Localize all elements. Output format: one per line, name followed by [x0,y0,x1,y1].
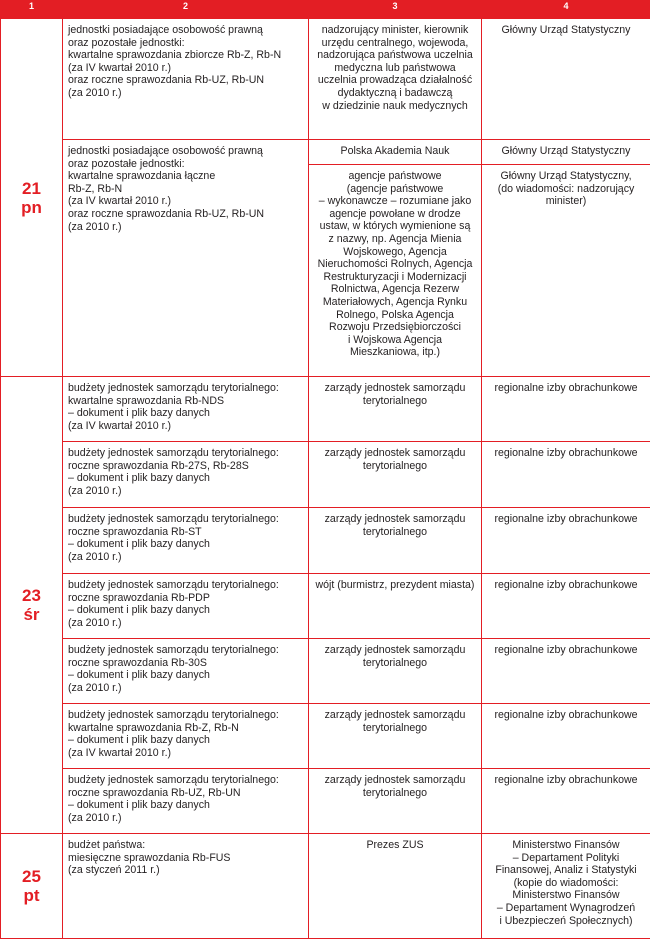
submitter-cell: zarządy jednostek samorządu terytorialnego [309,704,482,769]
submitter-cell: nadzorujący minister, kierownik urzędu centralnego, wojewoda, nadzorująca państwowa uczelnia medyczna lub państwowa uczelnia prowadząca działalność dydaktyczną i badawczą w dziedzinie nauk medycznych [309,19,482,140]
recipient-cell: regionalne izby obrachunkowe [482,769,650,834]
day-cell [1,377,63,834]
report-cell: budżety jednostek samorządu terytorialnego: kwartalne sprawozdania Rb-NDS – dokument i plik bazy danych (za IV kwartał 2010 r.) [63,377,309,442]
submitter-cell: Polska Akademia Nauk [309,140,482,165]
day-cell [1,19,63,377]
day-name: pn [21,198,42,217]
report-cell: budżety jednostek samorządu terytorialnego: roczne sprawozdania Rb-PDP – dokument i plik bazy danych (za 2010 r.) [63,574,309,639]
table-row [1,508,650,574]
recipient-cell: Główny Urząd Statystyczny, (do wiadomości: nadzorujący minister) [482,165,650,377]
report-cell: budżety jednostek samorządu terytorialnego: roczne sprawozdania Rb-30S – dokument i plik bazy danych (za 2010 r.) [63,639,309,704]
recipient-cell: regionalne izby obrachunkowe [482,508,650,574]
submitter-cell: zarządy jednostek samorządu terytorialnego [309,769,482,834]
report-cell: budżety jednostek samorządu terytorialnego: roczne sprawozdania Rb-UZ, Rb-UN – dokument i plik bazy danych (za 2010 r.) [63,769,309,834]
report-cell: budżety jednostek samorządu terytorialnego: roczne sprawozdania Rb-27S, Rb-28S – dokument i plik bazy danych (za 2010 r.) [63,442,309,508]
day-cell [1,834,63,939]
day-number: 25 [22,867,41,886]
column-header-2: 2 [63,1,309,19]
report-cell: jednostki posiadające osobowość prawną oraz pozostałe jednostki: kwartalne sprawozdania zbiorcze Rb-Z, Rb-N (za IV kwartał 2010 r.) oraz roczne sprawozdania Rb-UZ, Rb-UN (za 2010 r.) [63,19,309,140]
table-row [1,769,650,834]
table-row [1,442,650,508]
table-row [1,140,650,165]
report-cell: budżety jednostek samorządu terytorialnego: roczne sprawozdania Rb-ST – dokument i plik bazy danych (za 2010 r.) [63,508,309,574]
table-row [1,704,650,769]
day-number: 21 [22,179,41,198]
table-row [1,377,650,442]
submitter-cell: wójt (burmistrz, prezydent miasta) [309,574,482,639]
report-cell: jednostki posiadające osobowość prawną oraz pozostałe jednostki: kwartalne sprawozdania łączne Rb-Z, Rb-N (za IV kwartał 2010 r.) oraz roczne sprawozdania Rb-UZ, Rb-UN (za 2010 r.) [63,140,309,377]
day-name: pt [23,886,39,905]
report-cell: budżety jednostek samorządu terytorialnego: kwartalne sprawozdania Rb-Z, Rb-N – dokument i plik bazy danych (za IV kwartał 2010 r.) [63,704,309,769]
column-header-4: 4 [482,1,650,19]
submitter-cell: Prezes ZUS [309,834,482,939]
recipient-cell: regionalne izby obrachunkowe [482,574,650,639]
day-number: 23 [22,586,41,605]
column-header-1: 1 [1,1,63,19]
recipient-cell: Główny Urząd Statystyczny [482,19,650,140]
submitter-cell: zarządy jednostek samorządu terytorialnego [309,442,482,508]
table-row [1,574,650,639]
recipient-cell: regionalne izby obrachunkowe [482,704,650,769]
recipient-cell: regionalne izby obrachunkowe [482,639,650,704]
recipient-cell: Główny Urząd Statystyczny [482,140,650,165]
table-row [1,639,650,704]
recipient-cell: regionalne izby obrachunkowe [482,377,650,442]
column-header-3: 3 [309,1,482,19]
header-row [1,1,650,19]
day-name: śr [23,605,39,624]
submitter-cell: zarządy jednostek samorządu terytorialnego [309,508,482,574]
submitter-cell: zarządy jednostek samorządu terytorialnego [309,377,482,442]
recipient-cell: regionalne izby obrachunkowe [482,442,650,508]
table-row [1,834,650,939]
report-cell: budżet państwa: miesięczne sprawozdania Rb-FUS (za styczeń 2011 r.) [63,834,309,939]
submitter-cell: zarządy jednostek samorządu terytorialnego [309,639,482,704]
table-row [1,19,650,140]
submitter-cell: agencje państwowe (agencje państwowe – wykonawcze – rozumiane jako agencje powołane w drodze ustaw, w których wymienione są z nazwy, np. Agencja Mienia Wojskowego, Agencja Nieruchomości Rolnych, Agencja Restrukturyzacji i Modernizacji Rolnictwa, Agencja Rezerw Materiałowych, Agencja Rynku Rolnego, Polska Agencja Rozwoju Przedsiębiorczości i Wojskowa Agencja Mieszkaniowa, itp.) [309,165,482,377]
recipient-cell: Ministerstwo Finansów – Departament Polityki Finansowej, Analiz i Statystyki (kopie do wiadomości: Ministerstwo Finansów – Departament Wynagrodzeń i Ubezpieczeń Społecznych) [482,834,650,939]
